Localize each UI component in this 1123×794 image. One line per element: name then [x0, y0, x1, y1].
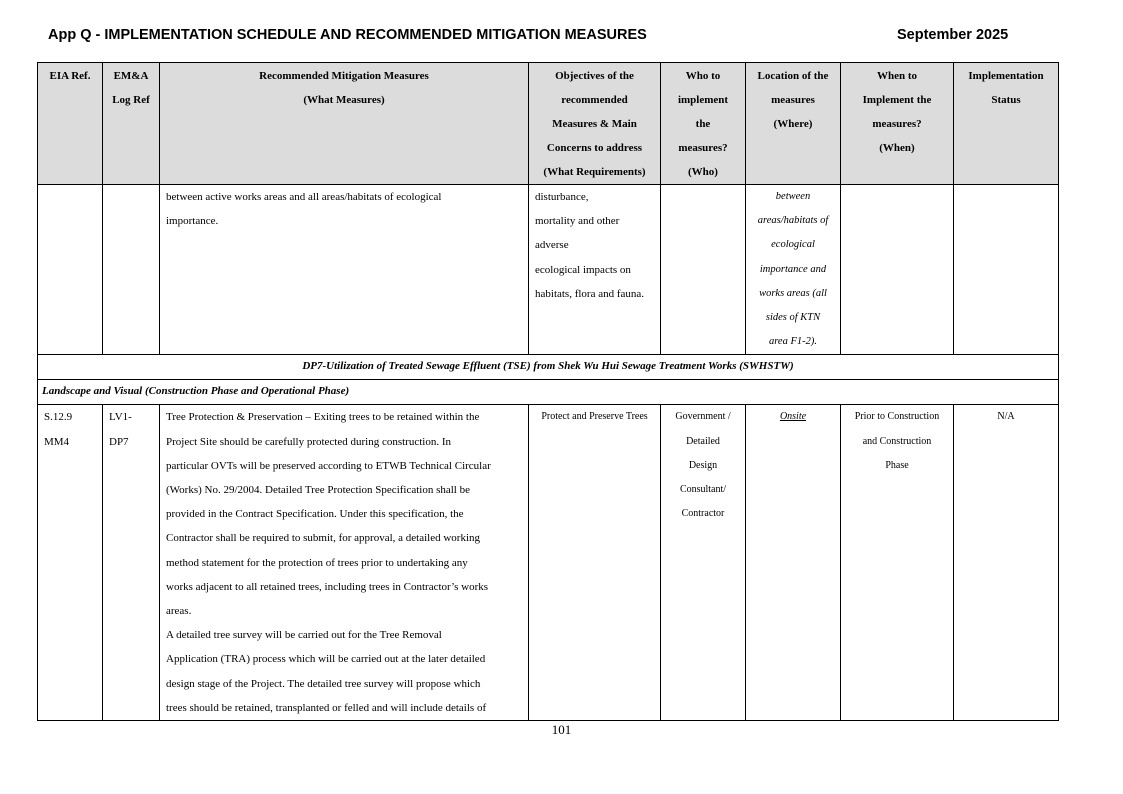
cell-text-line: adverse	[535, 239, 569, 252]
cell-text-line: areas.	[166, 605, 192, 618]
cell-text-line: N/A	[997, 411, 1015, 423]
cell-text-line: Contractor	[681, 508, 725, 520]
cell-text-line: Project Site should be carefully protected during construction. In	[166, 435, 452, 448]
cell-text-line: S.12.9	[44, 411, 73, 424]
cell-text-line: EM&A	[113, 70, 149, 82]
cell-text-line: Measures & Main	[552, 118, 637, 130]
cell-text-line: Tree Protection & Preservation – Exiting trees to be retained within the	[166, 411, 480, 424]
subsection-heading: Landscape and Visual (Construction Phase and Operational Phase)	[38, 380, 1059, 405]
cell-who	[661, 185, 746, 355]
subsection-heading-row	[38, 380, 1059, 405]
cell-status	[954, 405, 1059, 721]
table-row	[38, 405, 1059, 721]
cell-text-line: EIA Ref.	[49, 70, 91, 82]
col-header-status	[954, 63, 1059, 185]
cell-text-line: (Works) No. 29/2004. Detailed Tree Protection Specification shall be	[166, 484, 470, 497]
cell-text-line: measures?	[678, 142, 728, 154]
cell-text-line: disturbance,	[535, 191, 589, 203]
cell-text-line: Detailed	[686, 435, 720, 447]
cell-text-line: Government /	[675, 411, 731, 423]
cell-text-line: ecological	[771, 239, 815, 251]
col-header-eia-ref	[38, 63, 103, 185]
cell-text-line: mortality and other	[535, 215, 620, 228]
cell-text-line: trees should be retained, transplanted or felled and will include details of	[166, 701, 487, 714]
cell-text-line: DP7	[109, 435, 129, 448]
cell-text-line: habitats, flora and fauna.	[535, 287, 645, 300]
cell-text-line: the	[695, 118, 711, 130]
cell-log-ref	[103, 185, 160, 355]
cell-when	[841, 405, 954, 721]
cell-text-line: measures?	[872, 118, 922, 130]
cell-text-line: Implement the	[862, 94, 932, 106]
cell-measures	[160, 185, 529, 355]
section-heading-row	[38, 355, 1059, 380]
col-header-location	[746, 63, 841, 185]
cell-text-line: Prior to Construction	[854, 411, 940, 423]
col-header-log-ref	[103, 63, 160, 185]
cell-text-line: between	[775, 191, 811, 202]
cell-text-line: Design	[688, 459, 718, 471]
section-heading: DP7-Utilization of Treated Sewage Effluent (TSE) from Shek Wu Hui Sewage Treatment Works (SWHSTW)	[38, 355, 1059, 380]
cell-eia-ref	[38, 405, 103, 721]
cell-text-line: Who to	[685, 70, 721, 82]
cell-text-line: recommended	[561, 94, 628, 106]
cell-text-line: Phase	[885, 459, 909, 471]
cell-text-line: Log Ref	[112, 94, 150, 106]
cell-text-line: areas/habitats of	[757, 215, 829, 227]
cell-text-line: implement	[677, 94, 729, 106]
cell-text-line: particular OVTs will be preserved according to ETWB Technical Circular	[166, 459, 491, 472]
cell-text-line: (When)	[879, 142, 915, 154]
cell-text-line: Implementation	[968, 70, 1044, 82]
cell-location	[746, 405, 841, 721]
col-header-measures	[160, 63, 529, 185]
cell-measures	[160, 405, 529, 721]
cell-text-line: measures	[771, 94, 815, 106]
col-header-objectives	[529, 63, 661, 185]
implementation-schedule-table	[37, 62, 1059, 721]
cell-text-line: MM4	[44, 435, 70, 448]
cell-text-line: works areas (all	[759, 287, 827, 299]
header-row	[38, 63, 1059, 185]
cell-text-line: importance and	[759, 263, 827, 275]
cell-text-line: Consultant/	[679, 484, 727, 496]
cell-text-line: ecological impacts on	[535, 263, 631, 276]
cell-text-line: Objectives of the	[555, 70, 634, 82]
cell-text-line: Concerns to address	[546, 142, 643, 154]
cell-location	[746, 185, 841, 355]
cell-who	[661, 405, 746, 721]
document-date: September 2025	[897, 27, 1009, 43]
page-number: 101	[551, 722, 572, 737]
cell-text-line: Protect and Preserve Trees	[541, 411, 648, 423]
col-header-who	[661, 63, 746, 185]
cell-text-line: Status	[991, 94, 1021, 106]
table-row-continued	[38, 185, 1059, 355]
cell-text-line: works adjacent to all retained trees, including trees in Contractor’s works	[166, 580, 489, 593]
cell-when	[841, 185, 954, 355]
cell-text-line: Recommended Mitigation Measures	[259, 70, 429, 82]
cell-log-ref	[103, 405, 160, 721]
cell-text-line: sides of KTN	[765, 312, 821, 324]
cell-text-line: provided in the Contract Specification. Under this specification, the	[166, 508, 464, 521]
cell-text-line: A detailed tree survey will be carried out for the Tree Removal	[166, 629, 442, 642]
cell-text-line: (What Measures)	[303, 94, 385, 106]
cell-text-line: LV1-	[109, 411, 132, 424]
cell-text-line: Onsite	[779, 411, 807, 423]
document-title: App Q - IMPLEMENTATION SCHEDULE AND RECOMMENDED MITIGATION MEASURES	[48, 27, 647, 43]
col-header-when	[841, 63, 954, 185]
cell-text-line: design stage of the Project. The detailed tree survey will propose which	[166, 677, 481, 690]
cell-text-line: area F1-2).	[768, 336, 817, 348]
cell-text-line: Location of the	[757, 70, 829, 82]
cell-text-line: (Who)	[688, 166, 718, 178]
cell-eia-ref	[38, 185, 103, 355]
cell-text-line: and Construction	[862, 435, 932, 447]
cell-objectives	[529, 185, 661, 355]
cell-objectives	[529, 405, 661, 721]
cell-text-line: (Where)	[773, 118, 813, 130]
cell-text-line: (What Requirements)	[543, 166, 646, 178]
cell-text-line: When to	[876, 70, 918, 82]
cell-text-line: method statement for the protection of trees prior to undertaking any	[166, 556, 468, 569]
cell-text-line: Contractor shall be required to submit, for approval, a detailed working	[166, 532, 481, 545]
cell-status	[954, 185, 1059, 355]
cell-text-line: Application (TRA) process which will be carried out at the later detailed	[166, 653, 486, 666]
cell-text-line: importance.	[166, 215, 219, 228]
cell-text-line: between active works areas and all areas/habitats of ecological	[166, 191, 442, 203]
